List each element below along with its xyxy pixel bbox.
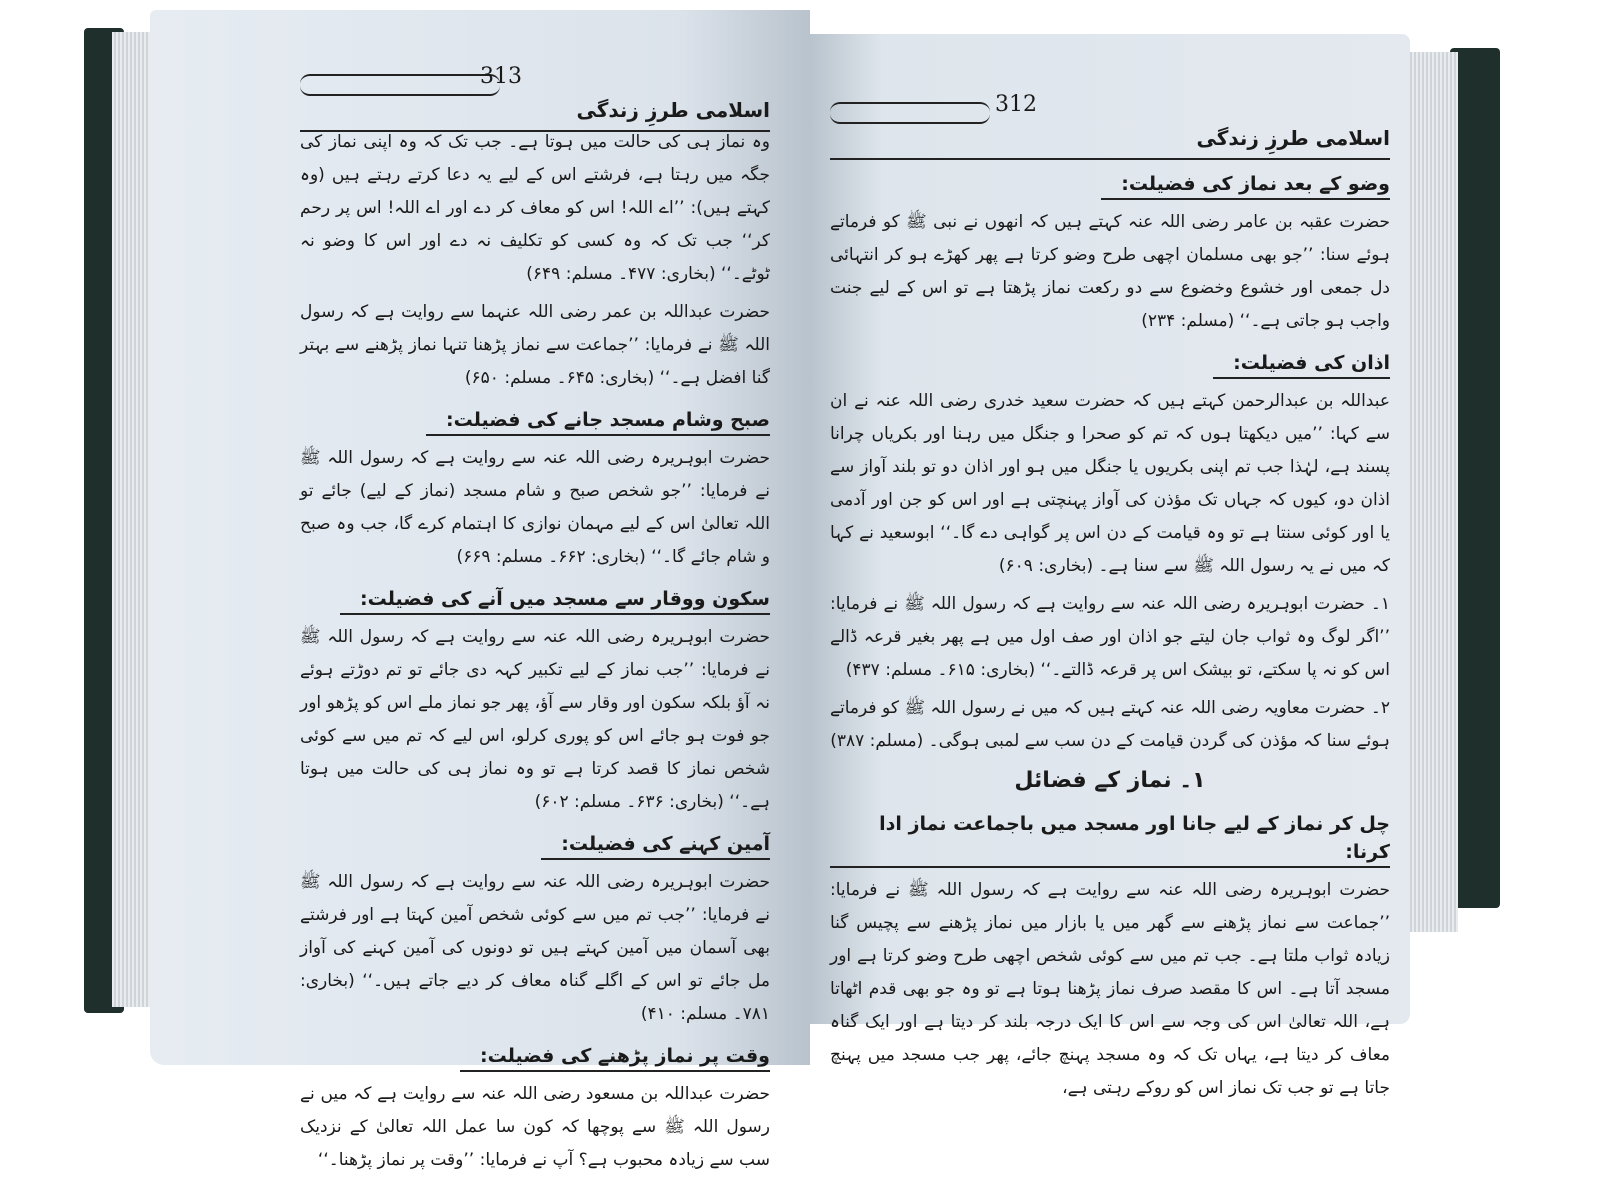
paragraph: حضرت ابوہریرہ رضی اللہ عنہ سے روایت ہے کہ رسول اللہ ﷺ نے فرمایا: ’’جب نماز کے لیے تکبیر کہہ دی جائے تو تم دوڑتے ہوئے نہ آؤ بلکہ سکون اور وقار سے آؤ، پھر جو نماز ملے اس کو پڑھو اور جو فوت ہو جائے اس کو پوری کرلو، اس لیے کہ تم میں سے کوئی شخص نماز کا قصد کرتا ہے تو وہ نماز ہی کی حالت میں ہوتا ہے۔‘‘ (بخاری: ۶۳۶۔ مسلم: ۶۰۲) (300, 627, 770, 812)
page-header (300, 64, 770, 124)
right-page (810, 34, 1410, 1098)
section-heading: صبح وشام مسجد جانے کی فضیلت: (426, 406, 770, 436)
chapter-heading: ۱۔ نماز کے فضائل (1014, 768, 1206, 793)
page-number: 313 (480, 64, 522, 89)
header-rule (830, 158, 1390, 160)
paragraph: حضرت ابوہریرہ رضی اللہ عنہ سے روایت ہے کہ رسول اللہ ﷺ نے فرمایا: ’’جماعت سے نماز پڑھنے سے گھر میں یا بازار میں نماز پڑھنے سے پچیس گنا زیادہ ثواب ملتا ہے۔ جب تم میں سے کوئی شخص اچھی طرح وضو کرتا ہے اور مسجد آتا ہے۔ اس کا مقصد صرف نماز پڑھنا ہوتا ہے تو وہ جو بھی قدم اٹھاتا ہے، اللہ تعالیٰ اس کی وجہ سے اس کا ایک درجہ بلند کر دیتا ہے اور ایک گناہ معاف کر دیتا ہے، یہاں تک کہ وہ مسجد پہنچ جائے، پھر جب مسجد میں پہنچ جاتا ہے تو جب تک نماز اس کو روکے رہتی ہے، (830, 880, 1390, 1098)
header-ornament (830, 102, 990, 124)
paragraph: عبداللہ بن عبدالرحمن کہتے ہیں کہ حضرت سعید خدری رضی اللہ عنہ نے ان سے کہا: ’’میں دیکھتا ہوں کہ تم کو صحرا و جنگل میں رہنا اور بکریاں چرانا پسند ہے، لہٰذا جب تم اپنی بکریوں یا جنگل میں ہو اور اذان دو تو بلند آواز سے اذان دو، کیوں کہ جہاں تک مؤذن کی آواز پہنچتی ہے اور اس کو جن اور آدمی یا اور کوئی سنتا ہے تو وہ قیامت کے دن اس پر گواہی دے گا۔‘‘ ابوسعید نے کہا کہ میں نے یہ رسول اللہ ﷺ سے سنا ہے۔ (بخاری: ۶۰۹) (830, 391, 1390, 576)
section-heading: سکون ووقار سے مسجد میں آنے کی فضیلت: (340, 585, 770, 615)
section-heading: آمین کہنے کی فضیلت: (541, 830, 770, 860)
paragraph: حضرت عقبہ بن عامر رضی اللہ عنہ کہتے ہیں کہ انھوں نے نبی ﷺ کو فرماتے ہوئے سنا: ’’جو بھی مسلمان اچھی طرح وضو کرتا ہے پھر کھڑے ہو کر انتہائی دل جمعی اور خشوع وخضوع سے دو رکعت نماز پڑھتا ہے تو اس کے لیے جنت واجب ہو جاتی ہے۔‘‘ (مسلم: ۲۳۴) (830, 212, 1390, 331)
paragraph: حضرت عبداللہ بن مسعود رضی اللہ عنہ سے روایت ہے کہ میں نے رسول اللہ ﷺ سے پوچھا کہ کون سا عمل اللہ تعالیٰ کے نزدیک سب سے زیادہ محبوب ہے؟ آپ نے فرمایا: ’’وقت پر نماز پڑھنا۔‘‘ (300, 1084, 770, 1170)
paragraph: ۲۔ حضرت معاویہ رضی اللہ عنہ کہتے ہیں کہ میں نے رسول اللہ ﷺ کو فرماتے ہوئے سنا کہ مؤذن کی گردن قیامت کے دن سب سے لمبی ہوگی۔ (مسلم: ۳۸۷) (830, 698, 1390, 751)
page-text (300, 126, 770, 1182)
running-title: اسلامی طرزِ زندگی (576, 98, 770, 122)
section-heading: وضو کے بعد نماز کی فضیلت: (1101, 170, 1390, 200)
page-number: 312 (995, 92, 1037, 117)
page-text (830, 164, 1390, 1110)
paragraph: حضرت ابوہریرہ رضی اللہ عنہ سے روایت ہے کہ رسول اللہ ﷺ نے فرمایا: ’’جب تم میں سے کوئی شخص آمین کہتا ہے اور فرشتے بھی آسمان میں آمین کہتے ہیں تو دونوں کی آمین کہنے کی آواز مل جائے تو اس کے اگلے گناہ معاف کر دیے جاتے ہیں۔‘‘ (بخاری: ۷۸۱۔ مسلم: ۴۱۰) (300, 872, 770, 1024)
paragraph: ۱۔ حضرت ابوہریرہ رضی اللہ عنہ سے روایت ہے کہ رسول اللہ ﷺ نے فرمایا: ’’اگر لوگ وہ ثواب جان لیتے جو اذان اور صف اول میں ہے پھر بغیر قرعہ ڈالے اس کو نہ پا سکتے، تو بیشک اس پر قرعہ ڈالتے۔‘‘ (بخاری: ۶۱۵۔ مسلم: ۴۳۷) (830, 594, 1390, 680)
paragraph: حضرت ابوہریرہ رضی اللہ عنہ سے روایت ہے کہ رسول اللہ ﷺ نے فرمایا: ’’جو شخص صبح و شام مسجد (نماز کے لیے) جائے تو اللہ تعالیٰ اس کے لیے مہمان نوازی کا اہتمام کرے گا، جب وہ صبح و شام جائے گا۔‘‘ (بخاری: ۶۶۲۔ مسلم: ۶۶۹) (300, 448, 770, 567)
section-heading: اذان کی فضیلت: (1213, 349, 1390, 379)
header-ornament (300, 74, 500, 96)
running-title: اسلامی طرزِ زندگی (1196, 126, 1390, 150)
page-header (830, 92, 1390, 152)
section-heading: وقت پر نماز پڑھنے کی فضیلت: (460, 1042, 770, 1072)
left-page (150, 10, 810, 1170)
paragraph: حضرت عبداللہ بن عمر رضی اللہ عنہما سے روایت ہے کہ رسول اللہ ﷺ نے فرمایا: ’’جماعت سے نماز پڑھنا تنہا نماز پڑھنے سے بہتر گنا افضل ہے۔‘‘ (بخاری: ۶۴۵۔ مسلم: ۶۵۰) (300, 302, 770, 388)
section-heading: چل کر نماز کے لیے جانا اور مسجد میں باجماعت نماز ادا کرنا: (830, 810, 1390, 868)
paragraph: وہ نماز ہی کی حالت میں ہوتا ہے۔ جب تک کہ وہ اپنی نماز کی جگہ میں رہتا ہے، فرشتے اس کے لیے یہ دعا کرتے رہتے ہیں (وہ کہتے ہیں): ’’اے اللہ! اس کو معاف کر دے اور اے اللہ! اس پر رحم کر‘‘ جب تک کہ وہ کسی کو تکلیف نہ دے اور اس کا وضو نہ ٹوٹے۔‘‘ (بخاری: ۴۷۷۔ مسلم: ۶۴۹) (300, 132, 770, 284)
